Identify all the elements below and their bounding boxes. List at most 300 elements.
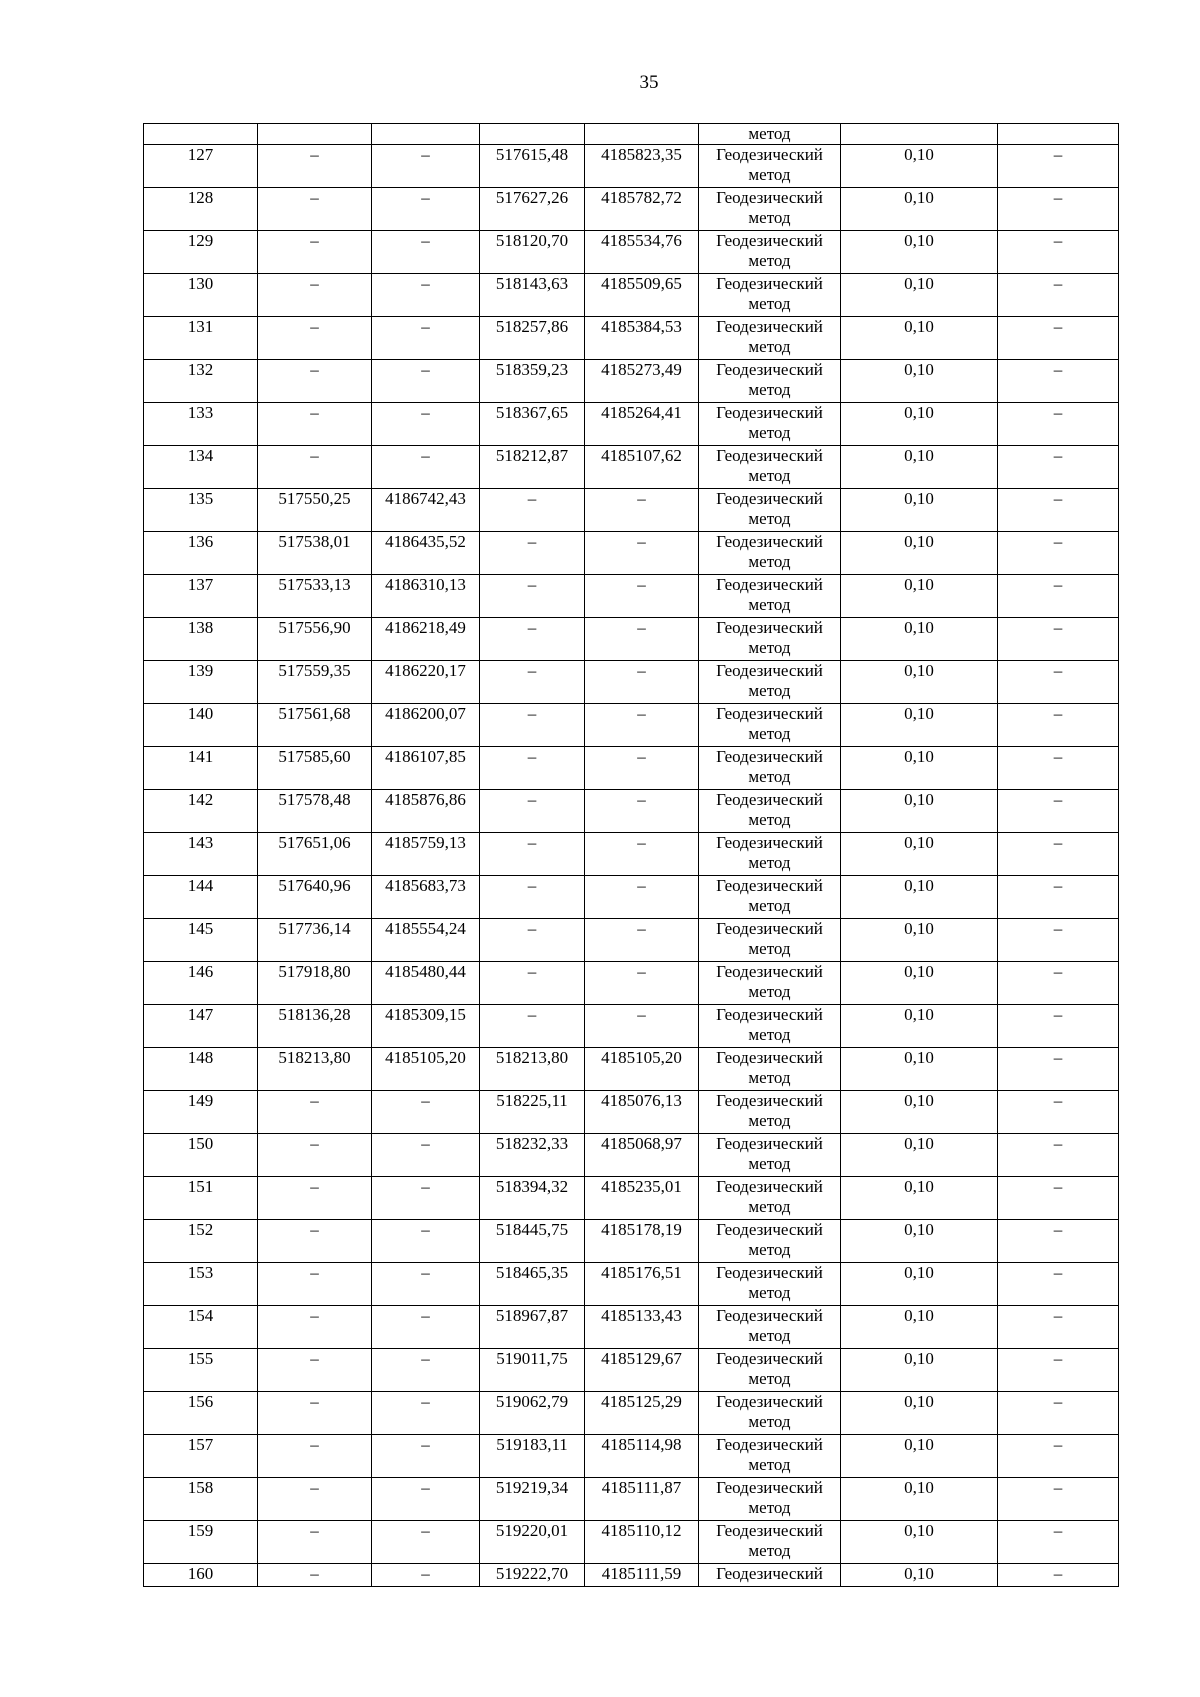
table-cell: 145 bbox=[144, 919, 258, 962]
table-cell: 0,10 bbox=[841, 446, 998, 489]
table-cell: 0,10 bbox=[841, 1134, 998, 1177]
table-cell: 517640,96 bbox=[258, 876, 372, 919]
table-cell: – bbox=[585, 575, 699, 618]
table-cell: – bbox=[372, 1435, 480, 1478]
table-cell: 0,10 bbox=[841, 962, 998, 1005]
table-cell: – bbox=[258, 274, 372, 317]
table-cell: – bbox=[585, 747, 699, 790]
table-cell: метод bbox=[699, 124, 841, 145]
table-row bbox=[144, 790, 1119, 833]
table-cell: – bbox=[258, 446, 372, 489]
table-cell: Геодезический метод bbox=[699, 1220, 841, 1263]
table-cell: 518394,32 bbox=[480, 1177, 585, 1220]
table-cell: Геодезический метод bbox=[699, 1091, 841, 1134]
table-cell: Геодезический метод bbox=[699, 1392, 841, 1435]
table-cell: Геодезический метод bbox=[699, 618, 841, 661]
table-row bbox=[144, 403, 1119, 446]
table-cell: – bbox=[998, 489, 1119, 532]
table-row bbox=[144, 317, 1119, 360]
table-cell: 146 bbox=[144, 962, 258, 1005]
table-cell: – bbox=[998, 790, 1119, 833]
table-cell: 4185823,35 bbox=[585, 145, 699, 188]
table-cell: – bbox=[998, 1349, 1119, 1392]
table-cell: 4185309,15 bbox=[372, 1005, 480, 1048]
table-cell: – bbox=[480, 790, 585, 833]
table-cell: – bbox=[998, 1306, 1119, 1349]
table-cell: 517627,26 bbox=[480, 188, 585, 231]
table-cell bbox=[372, 124, 480, 145]
table-cell: – bbox=[998, 575, 1119, 618]
table-cell: 517538,01 bbox=[258, 532, 372, 575]
table-cell: Геодезический метод bbox=[699, 876, 841, 919]
table-cell: 4185133,43 bbox=[585, 1306, 699, 1349]
table-cell: – bbox=[258, 188, 372, 231]
table-cell: 159 bbox=[144, 1521, 258, 1564]
table-cell: – bbox=[258, 360, 372, 403]
table-row bbox=[144, 1091, 1119, 1134]
table-cell: 0,10 bbox=[841, 747, 998, 790]
table-cell: – bbox=[258, 1177, 372, 1220]
table-cell: Геодезический метод bbox=[699, 317, 841, 360]
table-cell: 142 bbox=[144, 790, 258, 833]
table-cell: 4186742,43 bbox=[372, 489, 480, 532]
table-cell: Геодезический метод bbox=[699, 704, 841, 747]
table-cell: 4185273,49 bbox=[585, 360, 699, 403]
table-cell: Геодезический метод bbox=[699, 145, 841, 188]
table-cell: – bbox=[998, 618, 1119, 661]
table-cell: 4185683,73 bbox=[372, 876, 480, 919]
table-cell: 4185235,01 bbox=[585, 1177, 699, 1220]
table-row-continuation bbox=[144, 124, 1119, 145]
table-cell: – bbox=[998, 188, 1119, 231]
table-cell: – bbox=[585, 876, 699, 919]
table-cell: Геодезический метод bbox=[699, 833, 841, 876]
table-cell: – bbox=[258, 1521, 372, 1564]
table-cell: – bbox=[998, 1005, 1119, 1048]
table-cell: 0,10 bbox=[841, 1005, 998, 1048]
table-cell: 517556,90 bbox=[258, 618, 372, 661]
table-cell: 4185114,98 bbox=[585, 1435, 699, 1478]
table-cell: – bbox=[998, 1220, 1119, 1263]
table-cell: 4185178,19 bbox=[585, 1220, 699, 1263]
table-cell: 519220,01 bbox=[480, 1521, 585, 1564]
table-cell: Геодезический метод bbox=[699, 661, 841, 704]
table-cell: 156 bbox=[144, 1392, 258, 1435]
table-cell: Геодезический метод bbox=[699, 360, 841, 403]
table-cell: 148 bbox=[144, 1048, 258, 1091]
table-cell: 518465,35 bbox=[480, 1263, 585, 1306]
table-cell: Геодезический метод bbox=[699, 919, 841, 962]
table-cell: 158 bbox=[144, 1478, 258, 1521]
table-cell: – bbox=[585, 790, 699, 833]
table-cell: 4185110,12 bbox=[585, 1521, 699, 1564]
table-row bbox=[144, 1478, 1119, 1521]
table-cell: 517651,06 bbox=[258, 833, 372, 876]
table-cell: – bbox=[372, 1521, 480, 1564]
table-cell: – bbox=[998, 1134, 1119, 1177]
table-cell: – bbox=[585, 1005, 699, 1048]
table-cell: – bbox=[998, 833, 1119, 876]
table-cell: – bbox=[258, 1478, 372, 1521]
table-cell: – bbox=[998, 360, 1119, 403]
table-cell: Геодезический метод bbox=[699, 1134, 841, 1177]
table-cell: Геодезический метод bbox=[699, 747, 841, 790]
table-row bbox=[144, 532, 1119, 575]
table-row bbox=[144, 919, 1119, 962]
table-row bbox=[144, 1306, 1119, 1349]
table-cell: 0,10 bbox=[841, 919, 998, 962]
table-cell: – bbox=[585, 962, 699, 1005]
table-cell: 160 bbox=[144, 1564, 258, 1587]
table-cell: – bbox=[258, 1306, 372, 1349]
table-cell: – bbox=[258, 1134, 372, 1177]
table-cell: 0,10 bbox=[841, 231, 998, 274]
table-cell: 517533,13 bbox=[258, 575, 372, 618]
page-number: 35 bbox=[639, 72, 659, 93]
table-cell: – bbox=[998, 962, 1119, 1005]
table-cell: – bbox=[258, 1263, 372, 1306]
table-cell: – bbox=[480, 575, 585, 618]
table-cell: 517918,80 bbox=[258, 962, 372, 1005]
table-cell: 131 bbox=[144, 317, 258, 360]
table-cell: 4185264,41 bbox=[585, 403, 699, 446]
table-cell: – bbox=[998, 1435, 1119, 1478]
table-cell: – bbox=[585, 833, 699, 876]
table-cell: 151 bbox=[144, 1177, 258, 1220]
table-row bbox=[144, 704, 1119, 747]
table-cell: 0,10 bbox=[841, 575, 998, 618]
table-row bbox=[144, 1177, 1119, 1220]
table-row bbox=[144, 360, 1119, 403]
table-cell: 155 bbox=[144, 1349, 258, 1392]
table-row bbox=[144, 962, 1119, 1005]
table-cell: 132 bbox=[144, 360, 258, 403]
table-cell: – bbox=[372, 145, 480, 188]
table-cell: 0,10 bbox=[841, 317, 998, 360]
table-cell: – bbox=[372, 317, 480, 360]
table-cell: 0,10 bbox=[841, 1177, 998, 1220]
table-cell: – bbox=[372, 1263, 480, 1306]
table-cell bbox=[841, 124, 998, 145]
table-cell: 4185534,76 bbox=[585, 231, 699, 274]
table-cell: 4185107,62 bbox=[585, 446, 699, 489]
table-cell bbox=[258, 124, 372, 145]
table-cell: – bbox=[585, 532, 699, 575]
table-cell: 517578,48 bbox=[258, 790, 372, 833]
table-cell: 139 bbox=[144, 661, 258, 704]
table-cell: 149 bbox=[144, 1091, 258, 1134]
table-cell: – bbox=[480, 833, 585, 876]
table-cell: Геодезический метод bbox=[699, 1048, 841, 1091]
table-cell: 4186107,85 bbox=[372, 747, 480, 790]
table-cell: – bbox=[998, 317, 1119, 360]
table-cell bbox=[144, 124, 258, 145]
table-cell: 4185125,29 bbox=[585, 1392, 699, 1435]
table-cell: – bbox=[480, 919, 585, 962]
table-cell: – bbox=[480, 704, 585, 747]
table-cell: 0,10 bbox=[841, 489, 998, 532]
table-row bbox=[144, 1048, 1119, 1091]
table-cell: – bbox=[372, 1134, 480, 1177]
table-cell: 4185111,59 bbox=[585, 1564, 699, 1587]
table-cell: – bbox=[372, 1349, 480, 1392]
table-cell: Геодезический метод bbox=[699, 188, 841, 231]
table-cell: 518136,28 bbox=[258, 1005, 372, 1048]
table-cell: – bbox=[585, 489, 699, 532]
table-cell: 0,10 bbox=[841, 876, 998, 919]
table-cell: 4185480,44 bbox=[372, 962, 480, 1005]
table-cell: – bbox=[372, 1306, 480, 1349]
table-cell: – bbox=[998, 1263, 1119, 1306]
table-cell: 138 bbox=[144, 618, 258, 661]
table-cell: 519062,79 bbox=[480, 1392, 585, 1435]
table-cell: – bbox=[998, 704, 1119, 747]
table-cell: 4186218,49 bbox=[372, 618, 480, 661]
table-cell: Геодезический метод bbox=[699, 1306, 841, 1349]
table-cell: 143 bbox=[144, 833, 258, 876]
table-cell: – bbox=[998, 1564, 1119, 1587]
table-cell: 518213,80 bbox=[480, 1048, 585, 1091]
table-row bbox=[144, 1005, 1119, 1048]
table-cell: 135 bbox=[144, 489, 258, 532]
table-cell: – bbox=[998, 919, 1119, 962]
table-cell: – bbox=[372, 1177, 480, 1220]
table-cell: 154 bbox=[144, 1306, 258, 1349]
table-cell: – bbox=[998, 403, 1119, 446]
table-cell: 152 bbox=[144, 1220, 258, 1263]
table-row bbox=[144, 274, 1119, 317]
table-cell: Геодезический метод bbox=[699, 1177, 841, 1220]
table-cell: 0,10 bbox=[841, 704, 998, 747]
table-cell: 517561,68 bbox=[258, 704, 372, 747]
table-row bbox=[144, 618, 1119, 661]
table-cell: 518257,86 bbox=[480, 317, 585, 360]
table-cell: – bbox=[998, 274, 1119, 317]
table-cell: – bbox=[258, 145, 372, 188]
table-cell: Геодезический метод bbox=[699, 403, 841, 446]
table-cell: – bbox=[372, 231, 480, 274]
table-cell: 0,10 bbox=[841, 188, 998, 231]
table-cell: – bbox=[480, 1005, 585, 1048]
table-cell: 518225,11 bbox=[480, 1091, 585, 1134]
table-cell: – bbox=[258, 1435, 372, 1478]
table-cell: – bbox=[998, 1521, 1119, 1564]
table-row bbox=[144, 145, 1119, 188]
table-row bbox=[144, 1435, 1119, 1478]
table-cell bbox=[585, 124, 699, 145]
table-cell: – bbox=[480, 661, 585, 704]
table-cell: 0,10 bbox=[841, 274, 998, 317]
table-cell: Геодезический bbox=[699, 1564, 841, 1587]
table-cell: Геодезический метод bbox=[699, 274, 841, 317]
table-cell: 4185782,72 bbox=[585, 188, 699, 231]
table-cell: 0,10 bbox=[841, 145, 998, 188]
table-cell: 147 bbox=[144, 1005, 258, 1048]
table-cell: 157 bbox=[144, 1435, 258, 1478]
table-cell: 144 bbox=[144, 876, 258, 919]
table-cell: – bbox=[372, 403, 480, 446]
table-cell: 0,10 bbox=[841, 1048, 998, 1091]
table-cell: 0,10 bbox=[841, 1349, 998, 1392]
table-cell: 4186220,17 bbox=[372, 661, 480, 704]
table-cell: 0,10 bbox=[841, 1306, 998, 1349]
table-cell: Геодезический метод bbox=[699, 1478, 841, 1521]
table-row bbox=[144, 661, 1119, 704]
table-cell: 518232,33 bbox=[480, 1134, 585, 1177]
table-row bbox=[144, 1564, 1119, 1587]
table-cell: 0,10 bbox=[841, 403, 998, 446]
table-row bbox=[144, 1521, 1119, 1564]
table-cell: – bbox=[998, 747, 1119, 790]
table-cell: 4185509,65 bbox=[585, 274, 699, 317]
table-row bbox=[144, 489, 1119, 532]
table-cell: – bbox=[998, 446, 1119, 489]
table-cell: Геодезический метод bbox=[699, 231, 841, 274]
table-cell: 4186435,52 bbox=[372, 532, 480, 575]
table-cell: – bbox=[480, 747, 585, 790]
table-cell: 0,10 bbox=[841, 790, 998, 833]
table-cell: Геодезический метод bbox=[699, 1435, 841, 1478]
table-cell: – bbox=[258, 403, 372, 446]
table-cell: 140 bbox=[144, 704, 258, 747]
table-cell: – bbox=[372, 1392, 480, 1435]
table-cell: 518212,87 bbox=[480, 446, 585, 489]
table-cell: 518213,80 bbox=[258, 1048, 372, 1091]
table-cell: 517559,35 bbox=[258, 661, 372, 704]
table-cell: 134 bbox=[144, 446, 258, 489]
coordinates-table bbox=[143, 123, 1119, 1587]
table-cell: 519183,11 bbox=[480, 1435, 585, 1478]
table-cell: – bbox=[998, 145, 1119, 188]
table-row bbox=[144, 446, 1119, 489]
table-row bbox=[144, 833, 1119, 876]
table-cell: – bbox=[258, 1220, 372, 1263]
table-row bbox=[144, 1220, 1119, 1263]
table-cell: – bbox=[258, 1091, 372, 1134]
table-cell: Геодезический метод bbox=[699, 532, 841, 575]
table-row bbox=[144, 1392, 1119, 1435]
table-row bbox=[144, 876, 1119, 919]
table-cell: 0,10 bbox=[841, 1564, 998, 1587]
table-cell: – bbox=[372, 188, 480, 231]
table-cell: – bbox=[480, 618, 585, 661]
table-cell: 4185876,86 bbox=[372, 790, 480, 833]
table-cell: – bbox=[372, 1091, 480, 1134]
table-cell: 518445,75 bbox=[480, 1220, 585, 1263]
table-cell: – bbox=[372, 1478, 480, 1521]
table-cell: – bbox=[998, 1392, 1119, 1435]
table-cell: – bbox=[998, 1478, 1119, 1521]
table-cell: 4185384,53 bbox=[585, 317, 699, 360]
table-cell: 4185076,13 bbox=[585, 1091, 699, 1134]
table-cell: 0,10 bbox=[841, 1435, 998, 1478]
table-cell: 0,10 bbox=[841, 1478, 998, 1521]
table-cell: – bbox=[998, 231, 1119, 274]
table-cell: 4186310,13 bbox=[372, 575, 480, 618]
table-cell: – bbox=[480, 489, 585, 532]
table-cell: – bbox=[480, 532, 585, 575]
table-cell: – bbox=[480, 876, 585, 919]
table-cell: 0,10 bbox=[841, 661, 998, 704]
table-cell: Геодезический метод bbox=[699, 575, 841, 618]
table-cell: 0,10 bbox=[841, 1521, 998, 1564]
table-row bbox=[144, 575, 1119, 618]
table-cell: Геодезический метод bbox=[699, 962, 841, 1005]
table-cell: 0,10 bbox=[841, 532, 998, 575]
table-row bbox=[144, 188, 1119, 231]
table-cell: 517585,60 bbox=[258, 747, 372, 790]
table-row bbox=[144, 231, 1119, 274]
table-cell: – bbox=[258, 1392, 372, 1435]
table-cell: 519219,34 bbox=[480, 1478, 585, 1521]
table-cell: – bbox=[372, 446, 480, 489]
table-cell: – bbox=[998, 532, 1119, 575]
table-cell: 517615,48 bbox=[480, 145, 585, 188]
table-cell: – bbox=[372, 360, 480, 403]
table-cell: 136 bbox=[144, 532, 258, 575]
table-cell: 133 bbox=[144, 403, 258, 446]
table-cell: 0,10 bbox=[841, 1392, 998, 1435]
table-cell: – bbox=[998, 876, 1119, 919]
table-cell: – bbox=[998, 1177, 1119, 1220]
table-cell: 141 bbox=[144, 747, 258, 790]
table-cell: 517736,14 bbox=[258, 919, 372, 962]
table-cell: 0,10 bbox=[841, 618, 998, 661]
table-cell: 519011,75 bbox=[480, 1349, 585, 1392]
table-cell: – bbox=[585, 704, 699, 747]
table-cell: Геодезический метод bbox=[699, 1263, 841, 1306]
table-cell: – bbox=[372, 1564, 480, 1587]
table-cell: 518143,63 bbox=[480, 274, 585, 317]
table-cell: – bbox=[480, 962, 585, 1005]
table-cell: – bbox=[585, 919, 699, 962]
table-cell: 127 bbox=[144, 145, 258, 188]
table-cell: – bbox=[258, 317, 372, 360]
table-cell: Геодезический метод bbox=[699, 790, 841, 833]
table-cell: Геодезический метод bbox=[699, 489, 841, 532]
table-cell: – bbox=[998, 1091, 1119, 1134]
table-cell: Геодезический метод bbox=[699, 1521, 841, 1564]
table-cell: 0,10 bbox=[841, 360, 998, 403]
table-cell: 4185105,20 bbox=[372, 1048, 480, 1091]
table-cell: 0,10 bbox=[841, 833, 998, 876]
table-cell: 153 bbox=[144, 1263, 258, 1306]
table-cell: 518967,87 bbox=[480, 1306, 585, 1349]
table-cell: 519222,70 bbox=[480, 1564, 585, 1587]
table-cell: 518120,70 bbox=[480, 231, 585, 274]
table-cell: 4185554,24 bbox=[372, 919, 480, 962]
table-body bbox=[144, 124, 1119, 1587]
table-cell: – bbox=[585, 661, 699, 704]
table-cell: Геодезический метод bbox=[699, 446, 841, 489]
table-cell: 4185176,51 bbox=[585, 1263, 699, 1306]
table-cell: 4185068,97 bbox=[585, 1134, 699, 1177]
table-cell: – bbox=[258, 1349, 372, 1392]
table-cell: – bbox=[585, 618, 699, 661]
table-cell: 518359,23 bbox=[480, 360, 585, 403]
table-cell: 129 bbox=[144, 231, 258, 274]
table-cell: 128 bbox=[144, 188, 258, 231]
table-cell: 4186200,07 bbox=[372, 704, 480, 747]
table-cell: 4185759,13 bbox=[372, 833, 480, 876]
table-row bbox=[144, 1134, 1119, 1177]
table-cell: 4185129,67 bbox=[585, 1349, 699, 1392]
table-cell: 0,10 bbox=[841, 1220, 998, 1263]
table-cell: 0,10 bbox=[841, 1091, 998, 1134]
table-cell: – bbox=[998, 661, 1119, 704]
table-cell: 137 bbox=[144, 575, 258, 618]
table-cell: 518367,65 bbox=[480, 403, 585, 446]
